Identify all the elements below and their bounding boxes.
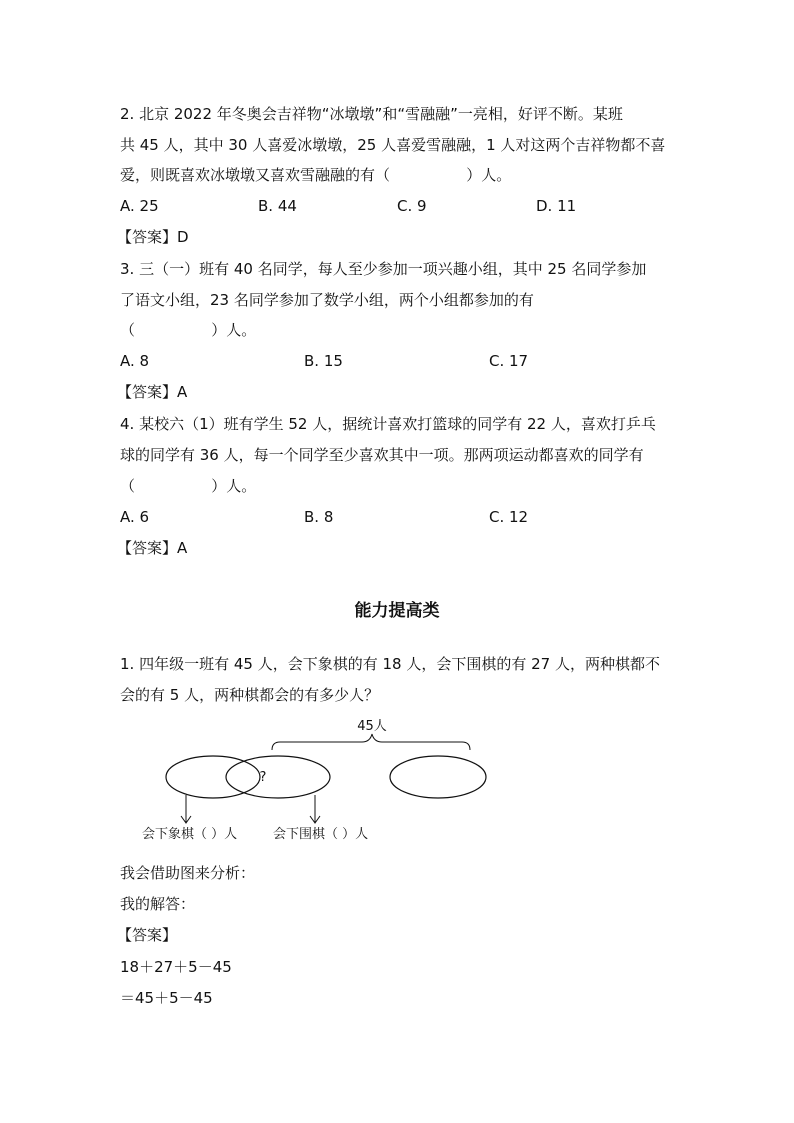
- q2-option-c: C. 9: [397, 197, 427, 215]
- q4-line-3: （ ）人。: [120, 477, 257, 495]
- venn-diagram: [120, 716, 520, 846]
- q3-line-1: 3. 三（一）班有 40 名同学，每人至少参加一项兴趣小组，其中 25 名同学参加: [120, 260, 647, 278]
- solution-step-2: ＝45＋5－45: [120, 989, 213, 1007]
- q4-line-1: 4. 某校六（1）班有学生 52 人，据统计喜欢打篮球的同学有 22 人，喜欢打乒乓: [120, 415, 656, 433]
- q3-option-a: A. 8: [120, 352, 150, 370]
- q2-line-1: 2. 北京 2022 年冬奥会吉祥物“冰墩墩”和“雪融融”一亮相，好评不断。某班: [120, 105, 623, 123]
- q2-option-a: A. 25: [120, 197, 159, 215]
- go-label: 会下围棋（ ）人: [273, 827, 369, 842]
- section-title: 能力提高类: [354, 601, 440, 621]
- q2-line-2: 共 45 人，其中 30 人喜爱冰墩墩，25 人喜爱雪融融，1 人对这两个吉祥物都不喜: [120, 136, 666, 154]
- q3-answer: 【答案】A: [117, 383, 188, 401]
- p1-line-1: 1. 四年级一班有 45 人，会下象棋的有 18 人，会下围棋的有 27 人，两种棋都不: [120, 655, 660, 673]
- question-mark: ?: [259, 770, 267, 785]
- p1-answer-label: 【答案】: [117, 926, 178, 944]
- solution-step-1: 18＋27＋5－45: [120, 958, 232, 976]
- q3-line-2: 了语文小组，23 名同学参加了数学小组，两个小组都参加的有: [120, 291, 534, 309]
- total-brace: [272, 734, 470, 750]
- q3-option-b: B. 15: [304, 352, 343, 370]
- p1-line-2: 会的有 5 人，两种棋都会的有多少人？: [120, 686, 380, 704]
- q2-option-d: D. 11: [536, 197, 577, 215]
- q4-option-b: B. 8: [304, 508, 334, 526]
- q4-option-a: A. 6: [120, 508, 150, 526]
- q4-answer: 【答案】A: [117, 539, 188, 557]
- q2-option-b: B. 44: [258, 197, 297, 215]
- q3-option-c: C. 17: [489, 352, 529, 370]
- total-label: 45人: [357, 719, 387, 734]
- q3-line-3: （ ）人。: [120, 321, 257, 339]
- go-ellipse: [226, 756, 330, 798]
- chess-ellipse: [166, 756, 260, 798]
- my-answer-prompt: 我的解答：: [120, 895, 196, 913]
- analysis-prompt: 我会借助图来分析：: [120, 864, 256, 882]
- neither-ellipse: [390, 756, 486, 798]
- q2-line-3: 爱，则既喜欢冰墩墩又喜欢雪融融的有（ ）人。: [120, 166, 512, 184]
- chess-label: 会下象棋（ ）人: [142, 827, 238, 842]
- q4-line-2: 球的同学有 36 人，每一个同学至少喜欢其中一项。那两项运动都喜欢的同学有: [120, 446, 644, 464]
- q2-answer: 【答案】D: [117, 228, 189, 246]
- q4-option-c: C. 12: [489, 508, 529, 526]
